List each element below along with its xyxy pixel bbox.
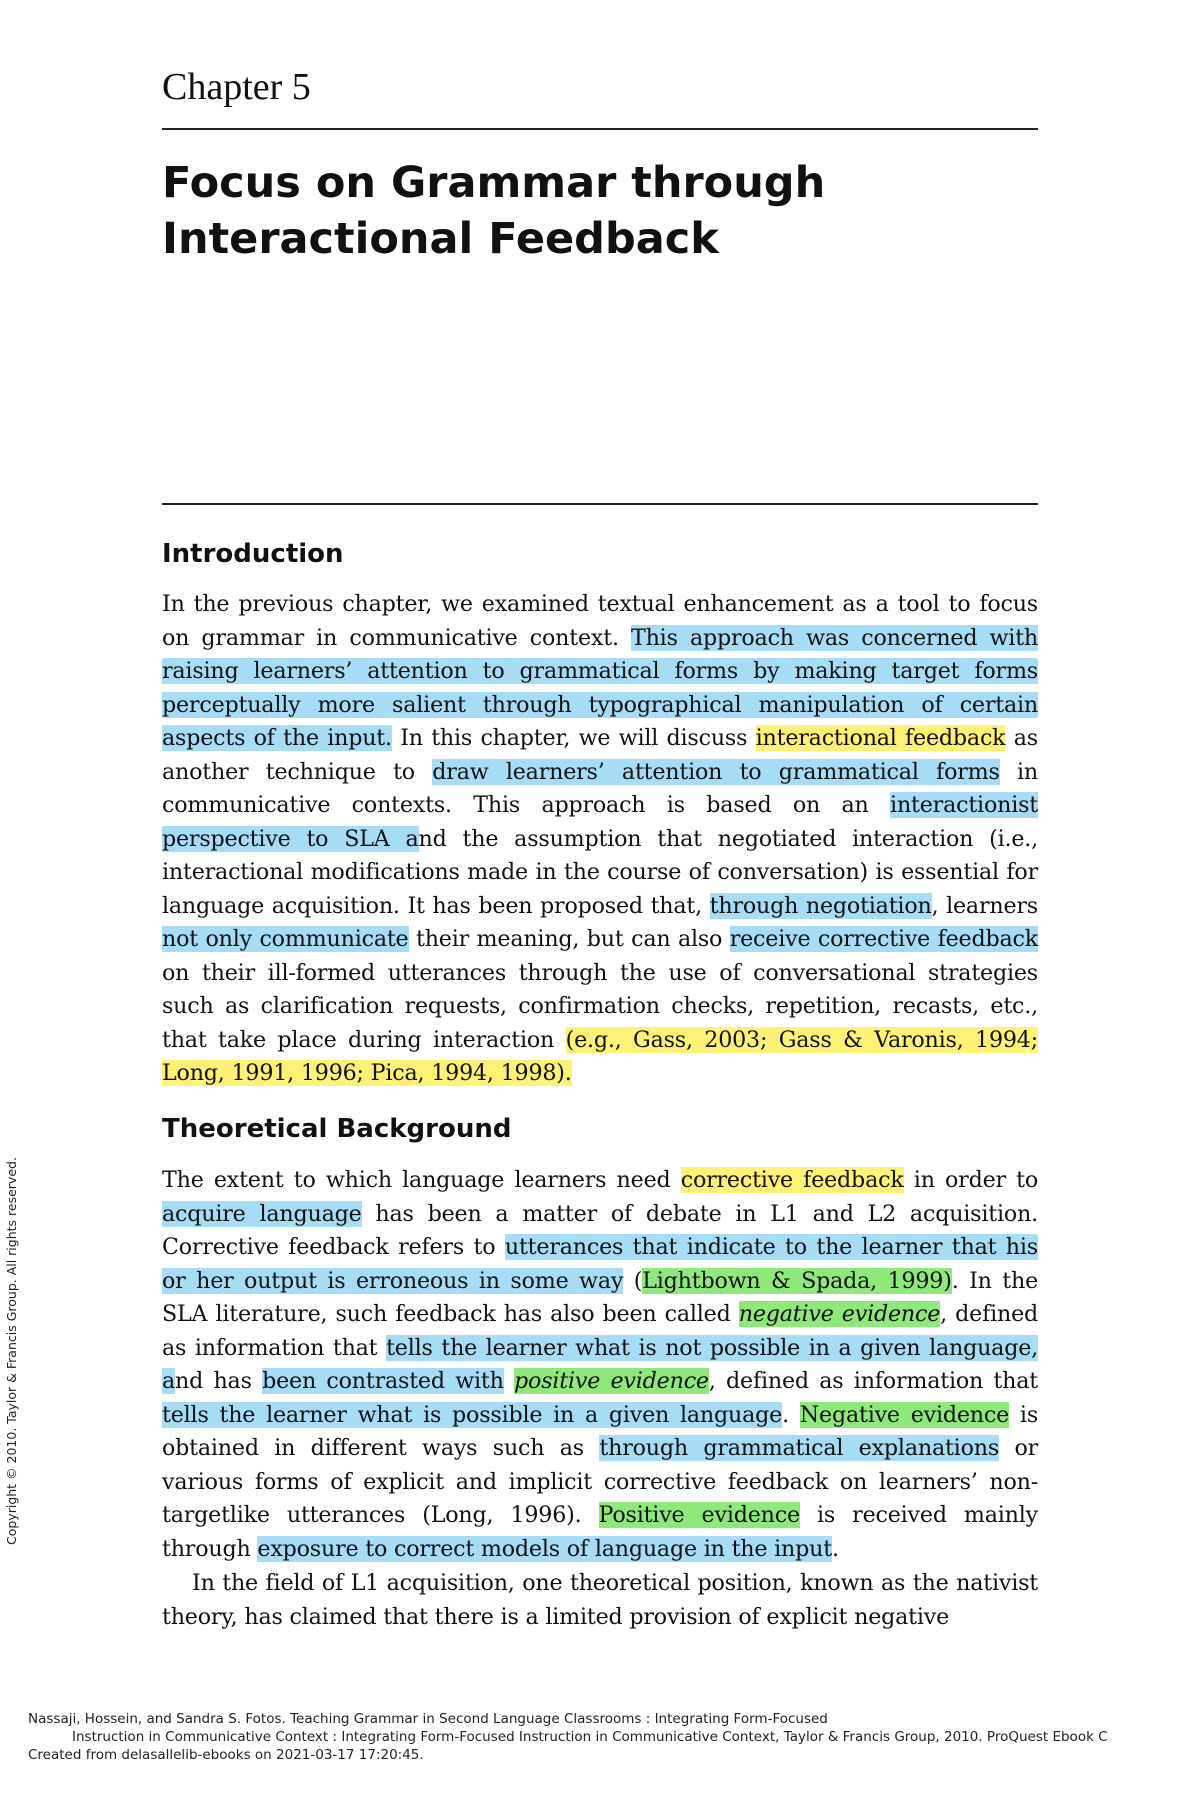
green-highlight: negative evidence <box>738 1301 941 1327</box>
yellow-highlight: (e.g., Gass, 2003; Gass & Varonis, 1994; Long, 1991, 1996; Pica, 1994, 1998). <box>162 1026 1038 1086</box>
footer-line-3: Created from delasallelib-ebooks on 2021-03-17 17:20:45. <box>28 1747 424 1763</box>
section-rule <box>162 503 1038 505</box>
text-run: . <box>782 1401 800 1428</box>
text-run: nd the assumption that negotiated interaction (i.e., interactional modifications made in the course of conversation) is essential for language acquisition. It has been proposed that, <box>162 825 1039 919</box>
text-run: , learners <box>931 892 1038 919</box>
citation-footer <box>0 1710 1200 1764</box>
text-run: as another technique to <box>162 725 1038 785</box>
text-run: . <box>831 1535 839 1562</box>
footer-line-1: Nassaji, Hossein, and Sandra S. Fotos. Teaching Grammar in Second Language Classrooms : Integrating Form-Focused <box>28 1711 828 1727</box>
text-run: In this chapter, we will discuss <box>391 725 756 751</box>
text-run: is received mainly through <box>162 1502 1038 1562</box>
text-run: or various forms of explicit and implicit corrective feedback on learners’ non-targetlike utterances (Long, 1996). <box>162 1435 1039 1528</box>
yellow-highlight: interactional feedback <box>755 725 1006 751</box>
top-rule <box>162 128 1038 130</box>
chapter-label: Chapter 5 <box>162 66 311 108</box>
text-run: , defined as information that <box>708 1368 1038 1394</box>
text-run: their meaning, but can also <box>408 926 730 952</box>
blue-highlight: utterances that indicate to the learner that his or her output is erroneous in some way <box>162 1234 1038 1294</box>
text-run: in order to <box>903 1167 1039 1193</box>
text-run: nd has <box>175 1368 263 1394</box>
blue-highlight: This approach was concerned with raising learners’ attention to grammatical forms by making target forms perceptually more salient through typographical manipulation of certain aspects of the input. <box>162 624 1038 751</box>
green-highlight: Lightbown & Spada, 1999) <box>642 1267 952 1294</box>
text-run: on their ill-formed utterances through the use of conversational strategies such as clarification requests, confirmation checks, repetition, recasts, etc., that take place during interaction <box>162 959 1038 1053</box>
document-page: Chapter 5 Focus on Grammar through Interactional Feedback Introduction In the previous chapter, we examined textual enhancement as a tool to focus on grammar in communicative context. This approach was concerned with raising learners’ attention to grammatical forms by making target forms perceptually more salient through typographical manipulation of certain aspects of the input. In this chapter, we will discuss interactional feedback as another technique to draw learners’ attention to grammatical forms in communicative contexts. This approach is based on an interactionist perspective to SLA and the assumption that negotiated interaction (i.e., interactional modifications made in the course of conversation) is essential for language acquisition. It has been proposed that, through negotiation, learners not only communicate their meaning, but can also receive corrective feedback on their ill-formed utterances through the use of conversational strategies such as clarification requests, confirmation checks, repetition, recasts, etc., that take place during interaction (e.g., Gass, 2003; Gass & Varonis, 1994; Long, 1991, 1996; Pica, 1994, 1998). Theoretical Background The extent to which language learners need corrective feedback in order to acquire language has been a matter of debate in L1 and L2 acquisition. Corrective feedback refers to utterances that indicate to the learner that his or her output is erroneous in some way (Lightbown & Spada, 1999). In the SLA literature, such feedback has also been called negative evidence, defined as information that tells the learner what is not possible in a given language, and has been contrasted with positive evidence, defined as information that tells the learner what is possible in a given language. Negative evidence is obtained in different ways such as through grammatical explanations or various forms of explicit and implicit corrective feedback on learners’ non-targetlike utterances (Long, 1996). Positive evidence is received mainly through exposure to correct models of language in the input. In the field of L1 acquisition, one theoretical position, known as the nativist theory, has claimed that there is a limited provision of explicit negative Copyright © 2010. Taylor & Francis Group. All rights reserved. Nassaji, Hossein, and Sandra S. Fotos. Teaching Grammar in Second Language Classrooms : Integrating Form-Focused Instruction in Communicative Context : Integrating Form-Focused Instruction in Communicative Context, Taylor & Francis Group, 2010. ProQuest Ebook C Created from delasallelib-ebooks on 2021-03-17 17:20:45. <box>0 0 1200 1800</box>
green-highlight: positive evidence <box>514 1368 709 1394</box>
chapter-title <box>162 155 1038 267</box>
text-run <box>504 1368 514 1394</box>
chapter-title-line-1: Focus on Grammar through <box>162 158 826 208</box>
theoretical-background-heading: Theoretical Background <box>162 1114 512 1144</box>
blue-highlight: been contrasted with <box>262 1368 504 1394</box>
text-run: in communicative contexts. This approach is based on an <box>162 758 1038 818</box>
blue-highlight: receive corrective feedback <box>729 926 1038 952</box>
introduction-heading: Introduction <box>162 539 344 569</box>
yellow-highlight: corrective feedback <box>680 1167 904 1193</box>
text-run: In the previous chapter, we examined textual enhancement as a tool to focus on grammar in communicative context. <box>162 591 1038 651</box>
blue-highlight: through negotiation <box>709 892 932 919</box>
footer-line-2: Instruction in Communicative Context : Integrating Form-Focused Instruction in Communicative Context, Taylor & Francis Group, 2010. ProQuest Ebook C <box>72 1729 1108 1745</box>
blue-highlight: exposure to correct models of language in the input <box>257 1535 832 1562</box>
theoretical-background-paragraph <box>162 1164 1038 1566</box>
blue-highlight: draw learners’ attention to grammatical forms <box>432 758 1000 785</box>
text-run: The extent to which language learners need <box>162 1167 681 1193</box>
blue-highlight: through grammatical explanations <box>599 1435 1000 1461</box>
chapter-title-line-2: Interactional Feedback <box>162 214 719 264</box>
blue-highlight: acquire language <box>162 1200 362 1227</box>
text-run: is obtained in different ways such as <box>162 1401 1039 1461</box>
text-run: , defined as information that <box>162 1301 1039 1361</box>
blue-highlight: tells the learner what is possible in a given language <box>162 1401 783 1428</box>
text-run: . In the SLA literature, such feedback has also been called <box>162 1267 1038 1327</box>
introduction-paragraph <box>162 588 1038 1091</box>
text-run: has been a matter of debate in L1 and L2 acquisition. Corrective feedback refers to <box>162 1200 1038 1260</box>
blue-highlight: not only communicate <box>162 926 409 952</box>
blue-highlight: tells the learner what is not possible in a given language, a <box>162 1334 1038 1394</box>
green-highlight: Positive evidence <box>598 1502 800 1528</box>
blue-highlight: interactionist perspective to SLA a <box>162 792 1038 852</box>
nativist-paragraph: In the field of L1 acquisition, one theoretical position, known as the nativist theory, has claimed that there is a limited provision of explicit negative <box>162 1570 1038 1630</box>
text-run: ( <box>623 1267 643 1294</box>
green-highlight: Negative evidence <box>799 1401 1010 1428</box>
